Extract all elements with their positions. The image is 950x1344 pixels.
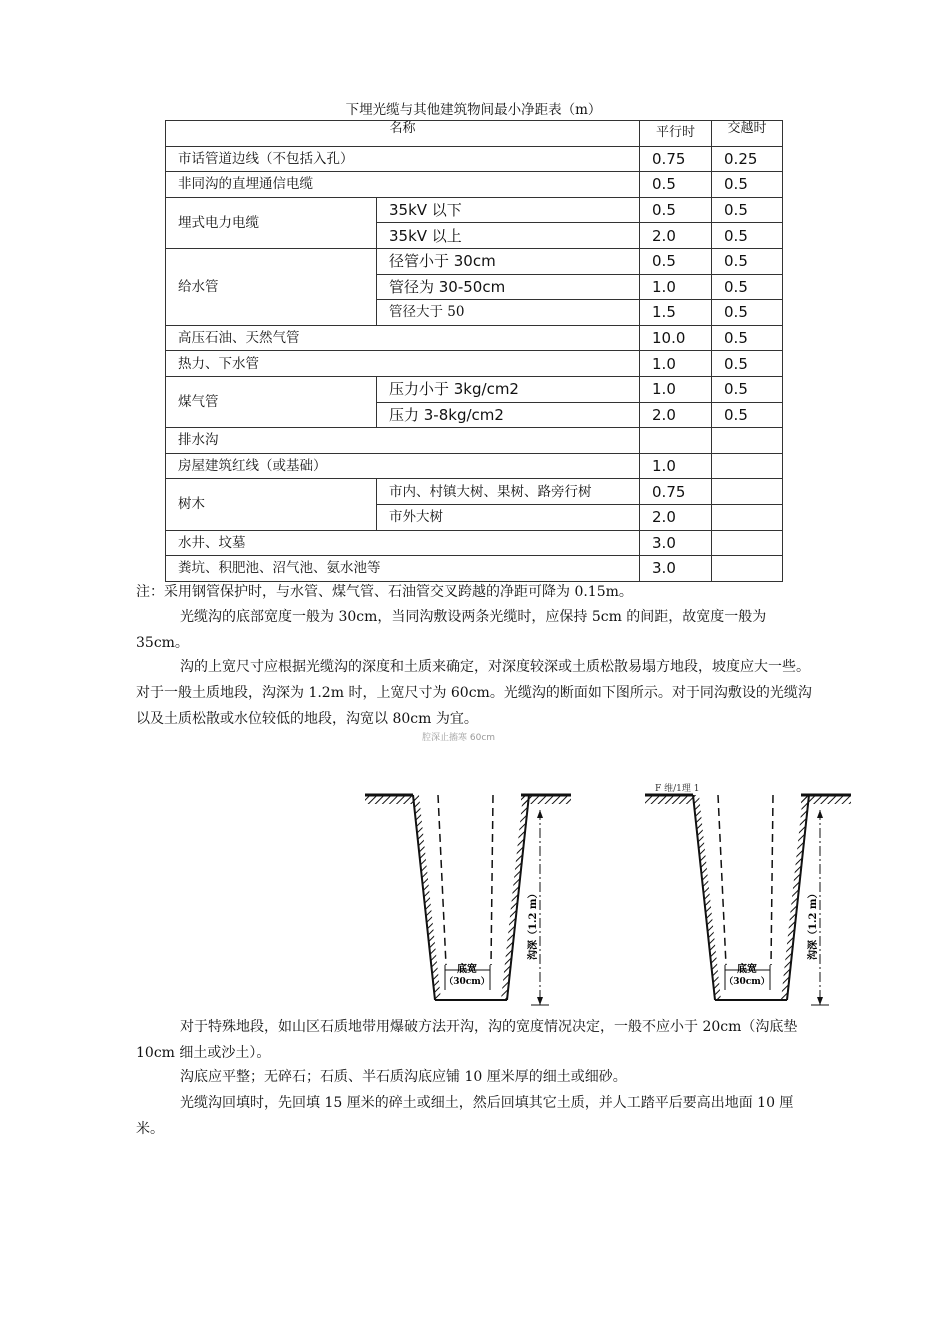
row-crossing: 0.5: [712, 325, 783, 351]
paragraph-trench-bottom: 沟底应平整；无碎石；石质、半石质沟底应铺 10 厘米厚的细土或细砂。: [180, 1069, 627, 1085]
row-name: 热力、下水管: [166, 351, 640, 377]
row-parallel: 1.5: [640, 300, 712, 326]
row-name: 水井、坟墓: [166, 530, 640, 556]
row-parallel: 1.0: [640, 274, 712, 300]
header-name: 名称: [166, 121, 640, 147]
row-parallel: 0.75: [640, 479, 712, 505]
row-crossing: 0.25: [712, 146, 783, 172]
row-crossing: [712, 479, 783, 505]
row-sub: 压力 3-8kg/cm2: [377, 402, 640, 428]
row-parallel: 0.5: [640, 248, 712, 274]
row-name: 树木: [166, 479, 377, 530]
paragraph-bottom-width: 光缆沟的底部宽度一般为 30cm，当同沟敷设两条光缆时，应保持 5cm 的间距，故宽度一般为 35cm。: [136, 609, 767, 651]
table-row: [166, 325, 783, 351]
row-sub: 管径为 30-50cm: [377, 274, 640, 300]
row-crossing: 0.5: [712, 274, 783, 300]
table-row: [166, 479, 783, 505]
row-parallel: 0.5: [640, 172, 712, 198]
row-crossing: [712, 428, 783, 454]
table-row: [166, 556, 783, 582]
paragraph-top-width: 沟的上宽尺寸应根据光缆沟的深度和土质来确定，对深度较深或土质松散易塌方地段，坡度应大一些。对于一般土质地段，沟深为 1.2m 时，上宽尺寸为 60cm。光缆沟的断面如下图所示。对于同沟敷设的光缆沟以及土质松散或水位较低的地段，沟宽以 80cm 为宜。: [136, 659, 812, 727]
row-crossing: 0.5: [712, 376, 783, 402]
table-header-row: [166, 121, 783, 147]
left-trench: [365, 795, 571, 1005]
table-row: [166, 172, 783, 198]
table-row: [166, 530, 783, 556]
row-parallel: 0.5: [640, 197, 712, 223]
row-name: 煤气管: [166, 376, 377, 427]
row-crossing: 0.5: [712, 351, 783, 377]
row-sub: 管径大于 50: [377, 300, 640, 326]
row-crossing: 0.5: [712, 402, 783, 428]
paragraph-backfill: 光缆沟回填时，先回填 15 厘米的碎土或细土，然后回填其它土质，并人工踏平后要高出地面 10 厘米。: [136, 1095, 794, 1137]
row-name: 房屋建筑红线（或基础）: [166, 453, 640, 479]
row-parallel: 3.0: [640, 556, 712, 582]
row-name: 粪坑、积肥池、沼气池、氨水池等: [166, 556, 640, 582]
row-crossing: [712, 453, 783, 479]
row-parallel: 2.0: [640, 223, 712, 249]
row-crossing: [712, 556, 783, 582]
row-parallel: [640, 428, 712, 454]
row-parallel: 10.0: [640, 325, 712, 351]
right-top-label: F 维/1理 1: [655, 784, 700, 794]
row-crossing: 0.5: [712, 248, 783, 274]
row-sub: 径管小于 30cm: [377, 248, 640, 274]
table-row: [166, 428, 783, 454]
row-name: 非同沟的直埋通信电缆: [166, 172, 640, 198]
row-crossing: 0.5: [712, 300, 783, 326]
trench-cross-section-figure: [355, 760, 865, 1008]
row-crossing: 0.5: [712, 172, 783, 198]
row-crossing: [712, 504, 783, 530]
row-name: 给水管: [166, 248, 377, 325]
table-row: [166, 376, 783, 402]
row-parallel: 1.0: [640, 351, 712, 377]
table-row: [166, 351, 783, 377]
table-row: [166, 248, 783, 274]
faint-caption: 腔深止搐寒 60cm: [422, 733, 496, 743]
row-name: 埋式电力电缆: [166, 197, 377, 248]
left-bottom-value: （30cm）: [444, 977, 490, 987]
table-note: 注：采用钢管保护时，与水管、煤气管、石油管交叉跨越的净距可降为 0.15m。: [136, 584, 633, 600]
paragraph-special-sections: 对于特殊地段，如山区石质地带用爆破方法开沟，沟的宽度情况决定，一般不应小于 20cm（沟底垫 10cm 细土或沙土）。: [136, 1019, 798, 1061]
row-parallel: 0.75: [640, 146, 712, 172]
row-parallel: 1.0: [640, 376, 712, 402]
row-sub: 市外大树: [377, 504, 640, 530]
table-title: 下埋光缆与其他建筑物间最小净距表（m）: [345, 102, 602, 118]
row-crossing: 0.5: [712, 197, 783, 223]
row-parallel: 1.0: [640, 453, 712, 479]
header-crossing: 交越时: [712, 121, 783, 147]
row-parallel: 3.0: [640, 530, 712, 556]
table-row: [166, 453, 783, 479]
row-crossing: [712, 530, 783, 556]
row-name: 市话管道边线（不包括入孔）: [166, 146, 640, 172]
table-row: [166, 146, 783, 172]
right-bottom-value: （30cm）: [724, 977, 770, 987]
row-sub: 压力小于 3kg/cm2: [377, 376, 640, 402]
left-depth-label: 沟深（1.2 m）: [528, 888, 539, 960]
clearance-table: [165, 120, 783, 582]
row-name: 排水沟: [166, 428, 640, 454]
right-trench: [645, 782, 851, 1005]
row-sub: 市内、村镇大树、果树、路旁行树: [377, 479, 640, 505]
header-parallel: 平行时: [640, 121, 712, 147]
row-crossing: 0.5: [712, 223, 783, 249]
row-sub: 35kV 以上: [377, 223, 640, 249]
table-row: [166, 197, 783, 223]
right-bottom-label: 底宽: [737, 964, 757, 975]
row-name: 高压石油、天然气管: [166, 325, 640, 351]
row-parallel: 2.0: [640, 504, 712, 530]
left-bottom-label: 底宽: [457, 964, 477, 975]
row-parallel: 2.0: [640, 402, 712, 428]
row-sub: 35kV 以下: [377, 197, 640, 223]
right-depth-label: 沟深（1.2 m）: [808, 888, 819, 960]
